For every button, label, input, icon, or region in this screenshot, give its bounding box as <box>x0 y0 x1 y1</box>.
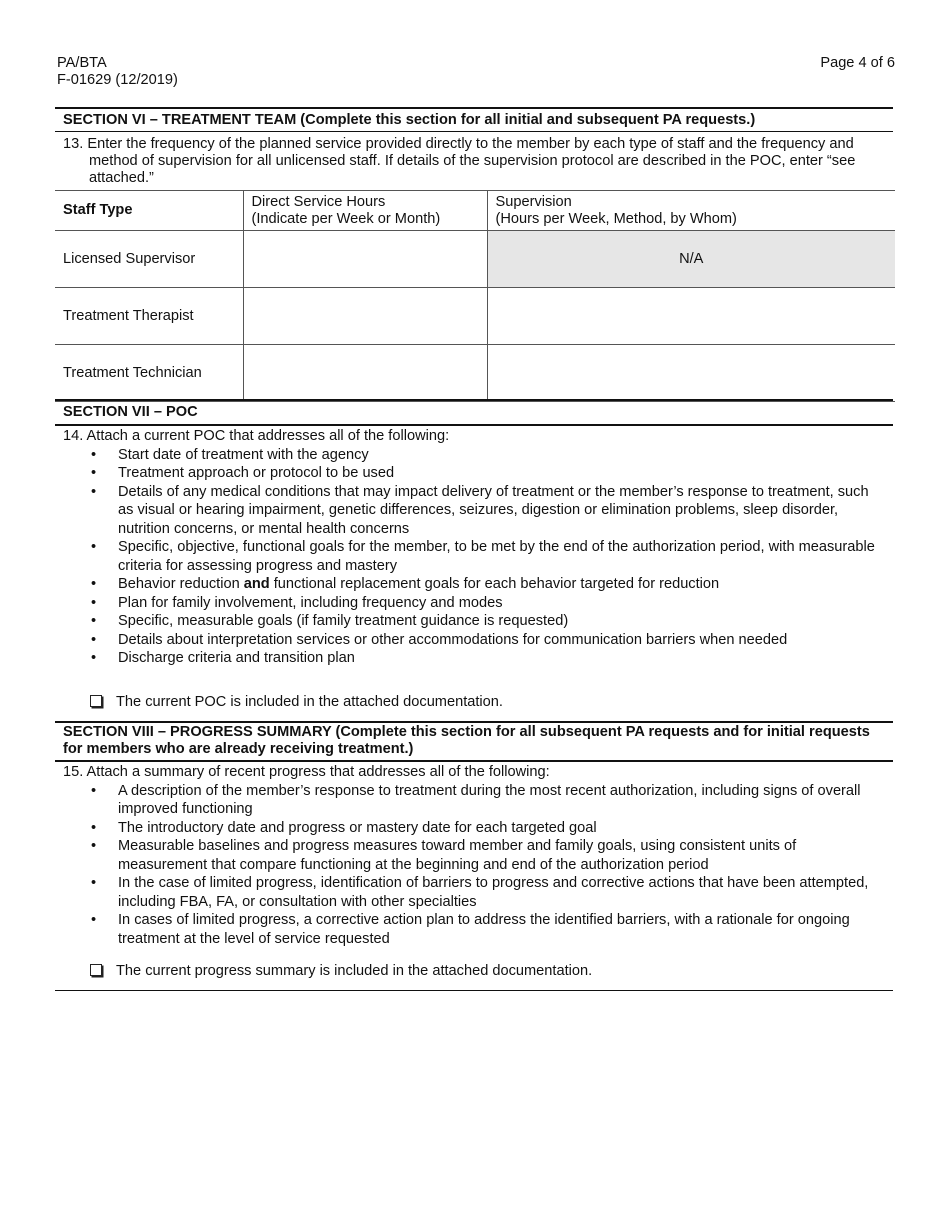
list-item: • The introductory date and progress or mastery date for each targeted goal <box>88 819 888 838</box>
table-header-row <box>55 191 895 231</box>
hours-input-licensed-supervisor[interactable] <box>243 231 487 288</box>
col-staff-type: Staff Type <box>55 191 243 231</box>
poc-included-checkbox-row[interactable] <box>88 694 503 710</box>
progress-included-checkbox-row[interactable] <box>88 963 592 979</box>
list-item: • In cases of limited progress, a corrective action plan to address the identified barriers, with a rationale for ongoing treatment at the level of service requested <box>88 911 888 948</box>
list-item: • Measurable baselines and progress measures toward member and family goals, using consistent units of measurement that compare functioning at the beginning and end of the authorization period <box>88 837 888 874</box>
list-item: • In the case of limited progress, identification of barriers to progress and corrective actions that have been attempted, including FBA, FA, or consultation with other specialties <box>88 874 888 911</box>
question-14-text: 14. Attach a current POC that addresses all of the following: <box>63 428 450 444</box>
poc-requirement-list <box>88 446 888 668</box>
section-divider <box>55 424 893 426</box>
table-row <box>55 231 895 288</box>
hours-input-treatment-therapist[interactable] <box>243 288 487 345</box>
section-8-title: SECTION VIII – PROGRESS SUMMARY (Complete this section for all subsequent PA requests and for initial requests for members who are already receiving treatment.) <box>63 724 870 757</box>
list-item: • Specific, objective, functional goals for the member, to be met by the end of the authorization period, with measurable criteria for assessing progress and mastery <box>88 538 888 575</box>
progress-included-label: The current progress summary is included in the attached documentation. <box>116 963 593 979</box>
table-row <box>55 345 895 402</box>
list-item: • Details about interpretation services or other accommodations for communication barriers when needed <box>88 631 888 650</box>
progress-requirements <box>63 763 888 948</box>
section-divider <box>55 399 893 401</box>
poc-requirements <box>63 427 888 668</box>
list-item: • Start date of treatment with the agency <box>88 446 888 465</box>
table-row <box>55 288 895 345</box>
checkbox-icon[interactable] <box>90 964 102 976</box>
list-item: • A description of the member’s response to treatment during the most recent authorization, including signs of overall improved functioning <box>88 782 888 819</box>
section-divider <box>55 990 893 991</box>
list-item: • Plan for family involvement, including frequency and modes <box>88 594 888 613</box>
supervision-na-cell: N/A <box>487 231 895 288</box>
behavior-item-bold: and <box>243 576 270 592</box>
list-item: • Details of any medical conditions that may impact delivery of treatment or the member’s response to treatment, such as visual or hearing impairment, genetic differences, seizures, digestion or elimination problems, sleep disorder, nutrition concerns, or mental health concerns <box>88 483 888 539</box>
supervision-input-treatment-technician[interactable] <box>487 345 895 402</box>
question-13 <box>63 136 883 187</box>
section-6-title: SECTION VI – TREATMENT TEAM (Complete this section for all initial and subsequent PA requests.) <box>63 112 756 128</box>
hours-input-treatment-technician[interactable] <box>243 345 487 402</box>
behavior-item-pre: Behavior reduction <box>118 576 244 592</box>
col-hours-hint: (Indicate per Week or Month) <box>251 210 441 227</box>
list-item <box>88 575 888 594</box>
section-7-title: SECTION VII – POC <box>63 404 198 420</box>
staff-type-cell: Treatment Technician <box>55 345 243 402</box>
behavior-item-post: functional replacement goals for each behavior targeted for reduction <box>269 576 720 592</box>
col-supervision-hint: (Hours per Week, Method, by Whom) <box>495 210 737 227</box>
col-hours-label: Direct Service Hours <box>251 193 386 210</box>
col-direct-service-hours <box>243 191 487 231</box>
list-item: • Treatment approach or protocol to be used <box>88 464 888 483</box>
section-divider <box>55 107 893 109</box>
staff-type-cell: Treatment Therapist <box>55 288 243 345</box>
page-number: Page 4 of 6 <box>820 55 895 71</box>
section-divider <box>55 760 893 762</box>
checkbox-icon[interactable] <box>90 695 102 707</box>
col-supervision <box>487 191 895 231</box>
poc-included-label: The current POC is included in the attached documentation. <box>116 694 503 710</box>
section-divider <box>55 721 893 723</box>
progress-requirement-list <box>88 782 888 949</box>
staff-type-cell: Licensed Supervisor <box>55 231 243 288</box>
list-item: • Specific, measurable goals (if family treatment guidance is requested) <box>88 612 888 631</box>
form-code: PA/BTA <box>57 55 107 71</box>
list-item: • Discharge criteria and transition plan <box>88 649 888 668</box>
treatment-team-table <box>55 190 895 402</box>
form-number: F-01629 (12/2019) <box>57 72 178 88</box>
question-13-text: 13. Enter the frequency of the planned service provided directly to the member by each type of staff and the frequency and method of supervision for all unlicensed staff. If details of the supervision protocol are described in the POC, enter “see attached.” <box>63 136 856 186</box>
col-supervision-label: Supervision <box>495 193 572 210</box>
section-divider <box>55 131 893 132</box>
form-identifier <box>57 55 178 89</box>
supervision-input-treatment-therapist[interactable] <box>487 288 895 345</box>
question-15-text: 15. Attach a summary of recent progress that addresses all of the following: <box>63 764 550 780</box>
